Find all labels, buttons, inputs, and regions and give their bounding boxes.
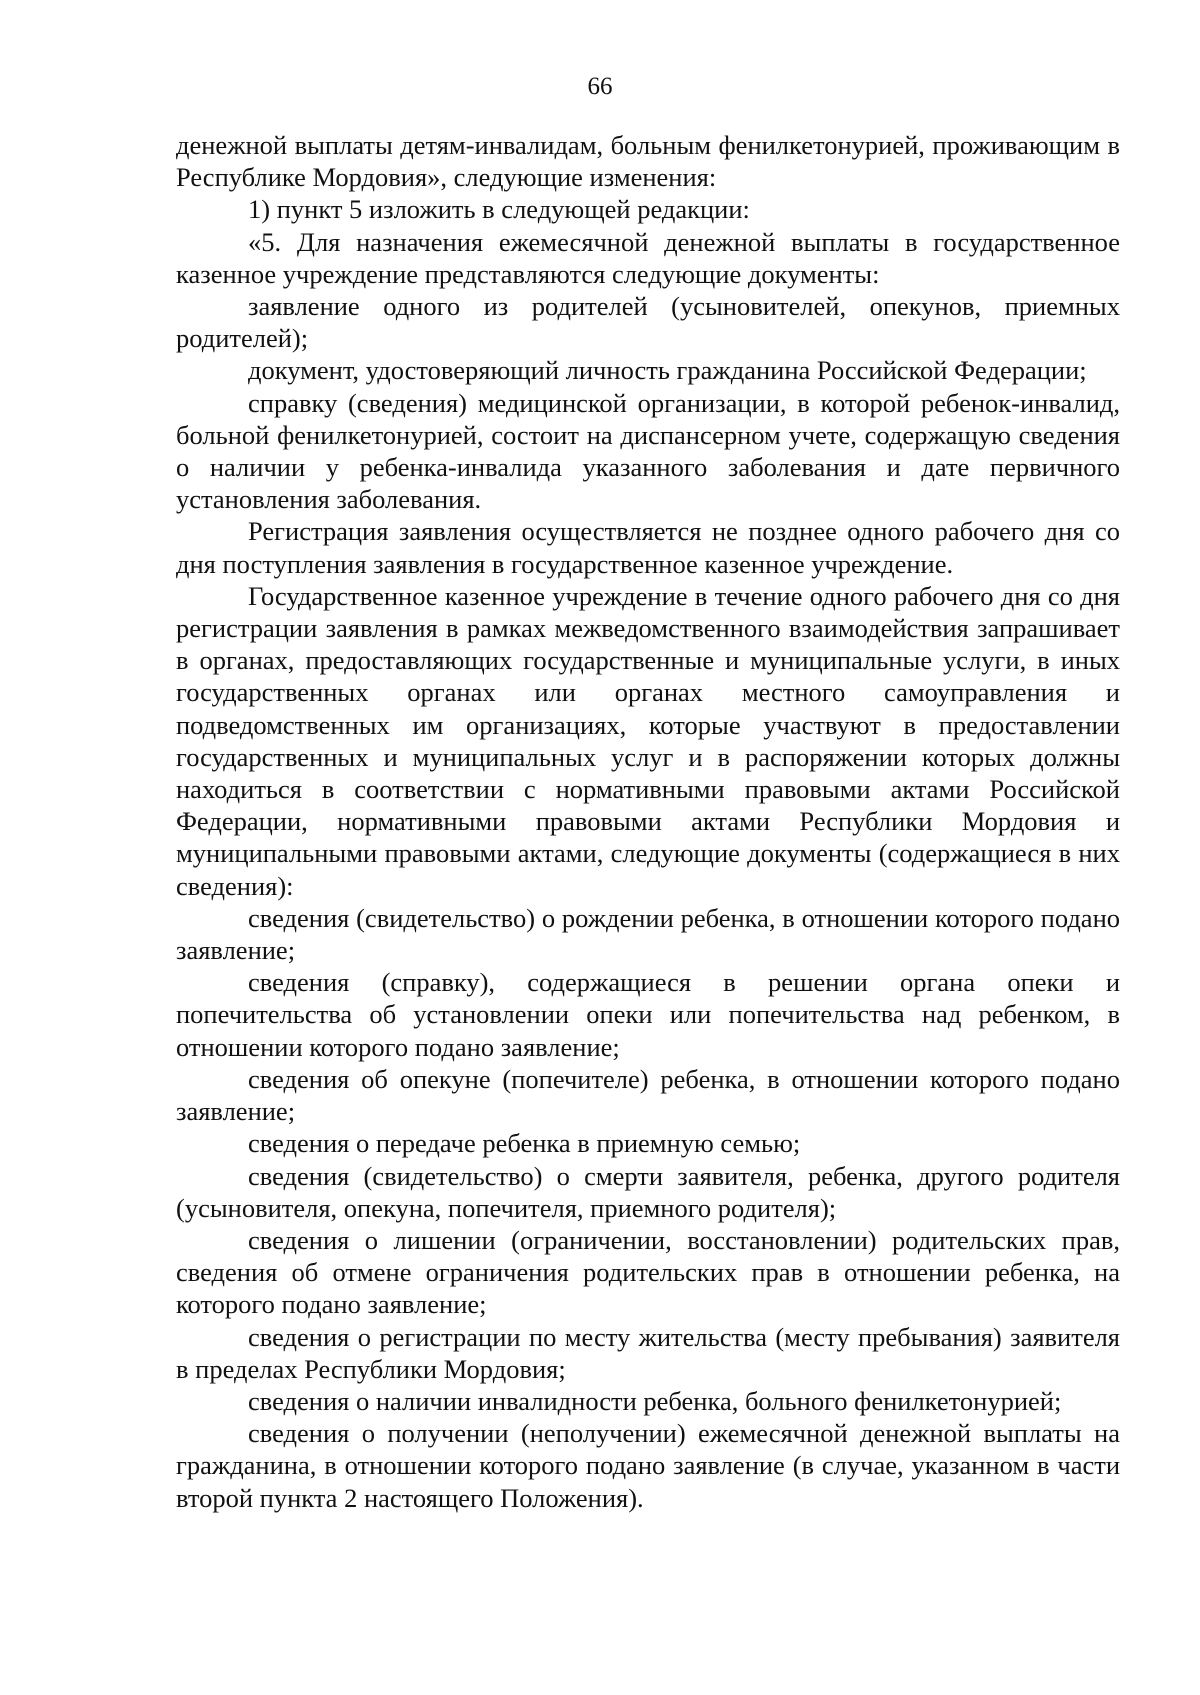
paragraph-interagency-request: Государственное казенное учреждение в течение одного рабочего дня со дня регистрации заявления в рамках межведомственного взаимодействия запрашивает в органах, предоставляющих государственные и муниципальные услуги, в иных государственных органах или органах местного самоуправления и подведомственных им организациях, которые участвуют в предоставлении государственных и муниципальных услуг и в распоряжении которых должны находиться в соответствии с нормативными правовыми актами Российской Федерации, нормативными правовыми актами Республики Мордовия и муниципальными правовыми актами, следующие документы (содержащиеся в них сведения):: [176, 580, 1120, 901]
paragraph-info-death: сведения (свидетельство) о смерти заявителя, ребенка, другого родителя (усыновителя, опекуна, попечителя, приемного родителя);: [176, 1160, 1120, 1223]
paragraph-info-payment: сведения о получении (неполучении) ежемесячной денежной выплаты на гражданина, в отношении которого подано заявление (в случае, указанном в части второй пункта 2 настоящего Положения).: [176, 1418, 1120, 1513]
paragraph-document-medical: справку (сведения) медицинской организации, в которой ребенок-инвалид, больной фенилкетонурией, состоит на диспансерном учете, содержащую сведения о наличии у ребенка-инвалида указанного заболевания и дате первичного установления заболевания.: [176, 387, 1120, 515]
page-number: 66: [587, 73, 613, 100]
paragraph-info-residence: сведения о регистрации по месту жительства (месту пребывания) заявителя в пределах Республики Мордовия;: [176, 1321, 1120, 1384]
paragraph-info-birth: сведения (свидетельство) о рождении ребенка, в отношении которого подано заявление;: [176, 902, 1120, 966]
paragraph-intro-continuation: денежной выплаты детям-инвалидам, больным фенилкетонурией, проживающим в Республике Мордовия», следующие изменения:: [176, 130, 1120, 193]
paragraph-document-application: заявление одного из родителей (усыновителей, опекунов, приемных родителей);: [176, 291, 1120, 354]
paragraph-amendment-item-1: 1) пункт 5 изложить в следующей редакции:: [248, 194, 750, 225]
paragraph-info-parental-rights: сведения о лишении (ограничении, восстановлении) родительских прав, сведения об отмене ограничения родительских прав в отношении ребенка, на которого подано заявление;: [176, 1224, 1120, 1320]
paragraph-clause-5: «5. Для назначения ежемесячной денежной выплаты в государственное казенное учреждение представляются следующие документы:: [176, 226, 1120, 289]
paragraph-registration: Регистрация заявления осуществляется не позднее одного рабочего дня со дня поступления заявления в государственное казенное учреждение.: [176, 516, 1120, 579]
paragraph-info-guardian: сведения об опекуне (попечителе) ребенка, в отношении которого подано заявление;: [176, 1063, 1120, 1127]
paragraph-info-foster-family: сведения о передаче ребенка в приемную семью;: [248, 1128, 801, 1159]
paragraph-info-disability: сведения о наличии инвалидности ребенка, больного фенилкетонурией;: [248, 1385, 1062, 1416]
document-body: [176, 129, 1120, 1514]
paragraph-info-guardianship-decision: сведения (справку), содержащиеся в решении органа опеки и попечительства об установлении опеки или попечительства над ребенком, в отношении которого подано заявление;: [176, 967, 1120, 1062]
paragraph-document-identity: документ, удостоверяющий личность гражданина Российской Федерации;: [248, 355, 1087, 386]
